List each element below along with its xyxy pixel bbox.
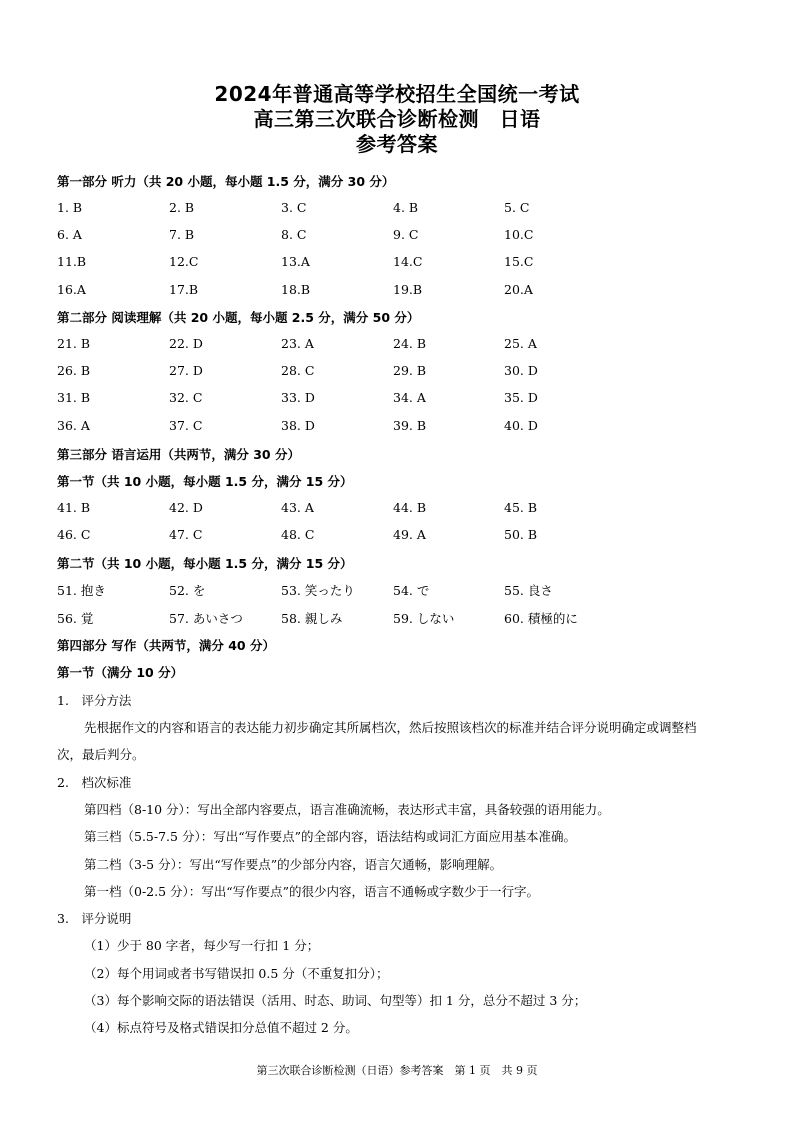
answer-item: 33. D — [281, 390, 315, 405]
answer-item: 20.A — [504, 282, 533, 297]
answer-item: 18.B — [281, 282, 311, 297]
answer-item: 41. B — [57, 500, 91, 515]
answer-row — [57, 336, 757, 356]
answer-row — [57, 363, 757, 383]
page-footer: 第三次联合诊断检测（日语）参考答案 第 1 页 共 9 页 — [256, 1064, 538, 1077]
answer-item: 8. C — [281, 227, 307, 242]
answer-item: 6. A — [57, 227, 82, 242]
part4-heading: 第四部分 写作（共两节，满分 40 分） — [57, 638, 275, 653]
answer-item: 21. B — [57, 336, 91, 351]
answer-row — [57, 581, 757, 601]
answer-item: 11.B — [57, 254, 87, 269]
answer-item: 54. で — [393, 583, 430, 598]
answer-item: 45. B — [504, 500, 538, 515]
answer-item: 47. C — [169, 527, 203, 542]
answer-item: 53. 笑ったり — [281, 583, 355, 598]
answer-item: 31. B — [57, 390, 91, 405]
answer-row — [57, 527, 757, 547]
answer-item: 25. A — [504, 336, 537, 351]
answer-item: 42. D — [169, 500, 203, 515]
scoring-note-line: （2）每个用词或者书写错误扣 0.5 分（不重复扣分）； — [84, 966, 389, 981]
scoring-method-paragraph-cont: 次，最后判分。 — [57, 747, 145, 762]
grade-standard-line: 第二档（3-5 分）：写出“写作要点”的少部分内容，语言欠通畅，影响理解。 — [84, 857, 503, 872]
part1-heading: 第一部分 听力（共 20 小题，每小题 1.5 分，满分 30 分） — [57, 174, 395, 189]
answer-item: 1. B — [57, 200, 83, 215]
answer-item: 24. B — [393, 336, 427, 351]
answer-item: 55. 良さ — [504, 583, 553, 598]
answer-item: 12.C — [169, 254, 199, 269]
part2-heading: 第二部分 阅读理解（共 20 小题，每小题 2.5 分，满分 50 分） — [57, 310, 420, 325]
scoring-method-paragraph: 先根据作文的内容和语言的表达能力初步确定其所属档次，然后按照该档次的标准并结合评分说明确定或调整档 — [84, 720, 697, 735]
grade-standard-line: 第一档（0-2.5 分）：写出“写作要点”的很少内容，语言不通畅或字数少于一行字。 — [84, 884, 540, 899]
answer-item: 58. 親しみ — [281, 611, 343, 626]
answer-item: 52. を — [169, 583, 206, 598]
answer-item: 27. D — [169, 363, 203, 378]
grade-standard-line: 第四档（8-10 分）：写出全部内容要点，语言准确流畅，表达形式丰富，具备较强的语用能力。 — [84, 802, 610, 817]
answer-item: 15.C — [504, 254, 534, 269]
answer-item: 51. 抱き — [57, 583, 106, 598]
answer-item: 26. B — [57, 363, 91, 378]
answer-item: 56. 覚 — [57, 611, 94, 626]
answer-item: 46. C — [57, 527, 91, 542]
answer-row — [57, 254, 757, 274]
answer-item: 19.B — [393, 282, 423, 297]
answer-item: 50. B — [504, 527, 538, 542]
answer-item: 49. A — [393, 527, 426, 542]
answer-item: 43. A — [281, 500, 314, 515]
exam-title: 2024年普通高等学校招生全国统一考试 — [214, 82, 580, 106]
part3-section1-heading: 第一节（共 10 小题，每小题 1.5 分，满分 15 分） — [57, 474, 353, 489]
answer-item: 10.C — [504, 227, 534, 242]
answer-row — [57, 609, 757, 629]
scoring-notes-title: 3. 评分说明 — [57, 911, 132, 926]
answer-item: 48. C — [281, 527, 315, 542]
answer-row — [57, 390, 757, 410]
grade-standards-title: 2. 档次标准 — [57, 775, 132, 790]
answer-item: 29. B — [393, 363, 427, 378]
answer-key-title: 参考答案 — [356, 132, 438, 156]
answer-item: 34. A — [393, 390, 426, 405]
answer-item: 37. C — [169, 418, 203, 433]
answer-item: 44. B — [393, 500, 427, 515]
answer-item: 40. D — [504, 418, 538, 433]
answer-item: 30. D — [504, 363, 538, 378]
answer-row — [57, 200, 757, 220]
scoring-note-line: （4）标点符号及格式错误扣分总值不超过 2 分。 — [84, 1020, 358, 1035]
part3-heading: 第三部分 语言运用（共两节，满分 30 分） — [57, 447, 300, 462]
answer-item: 59. しない — [393, 611, 455, 626]
answer-item: 16.A — [57, 282, 86, 297]
answer-item: 35. D — [504, 390, 538, 405]
answer-item: 9. C — [393, 227, 419, 242]
answer-item: 57. あいさつ — [169, 611, 243, 626]
answer-item: 36. A — [57, 418, 90, 433]
answer-row — [57, 500, 757, 520]
grade-standard-line: 第三档（5.5-7.5 分）：写出“写作要点”的全部内容，语法结构或词汇方面应用基本准确。 — [84, 829, 576, 844]
answer-item: 38. D — [281, 418, 315, 433]
answer-item: 28. C — [281, 363, 315, 378]
answer-row — [57, 227, 757, 247]
part3-section2-heading: 第二节（共 10 小题，每小题 1.5 分，满分 15 分） — [57, 556, 353, 571]
answer-item: 60. 積極的に — [504, 611, 578, 626]
answer-item: 22. D — [169, 336, 203, 351]
answer-item: 3. C — [281, 200, 307, 215]
answer-item: 32. C — [169, 390, 203, 405]
exam-subtitle: 高三第三次联合诊断检测 日语 — [253, 107, 541, 131]
answer-item: 7. B — [169, 227, 195, 242]
part4-section1-heading: 第一节（满分 10 分） — [57, 665, 184, 680]
answer-item: 23. A — [281, 336, 314, 351]
answer-item: 5. C — [504, 200, 530, 215]
answer-item: 39. B — [393, 418, 427, 433]
scoring-method-title: 1. 评分方法 — [57, 693, 132, 708]
answer-item: 2. B — [169, 200, 195, 215]
scoring-note-line: （1）少于 80 字者，每少写一行扣 1 分； — [84, 938, 320, 953]
answer-row — [57, 418, 757, 438]
answer-item: 13.A — [281, 254, 310, 269]
answer-item: 4. B — [393, 200, 419, 215]
answer-row — [57, 282, 757, 302]
answer-item: 14.C — [393, 254, 423, 269]
answer-item: 17.B — [169, 282, 199, 297]
scoring-note-line: （3）每个影响交际的语法错误（活用、时态、助词、句型等）扣 1 分，总分不超过 3 分； — [84, 993, 587, 1008]
